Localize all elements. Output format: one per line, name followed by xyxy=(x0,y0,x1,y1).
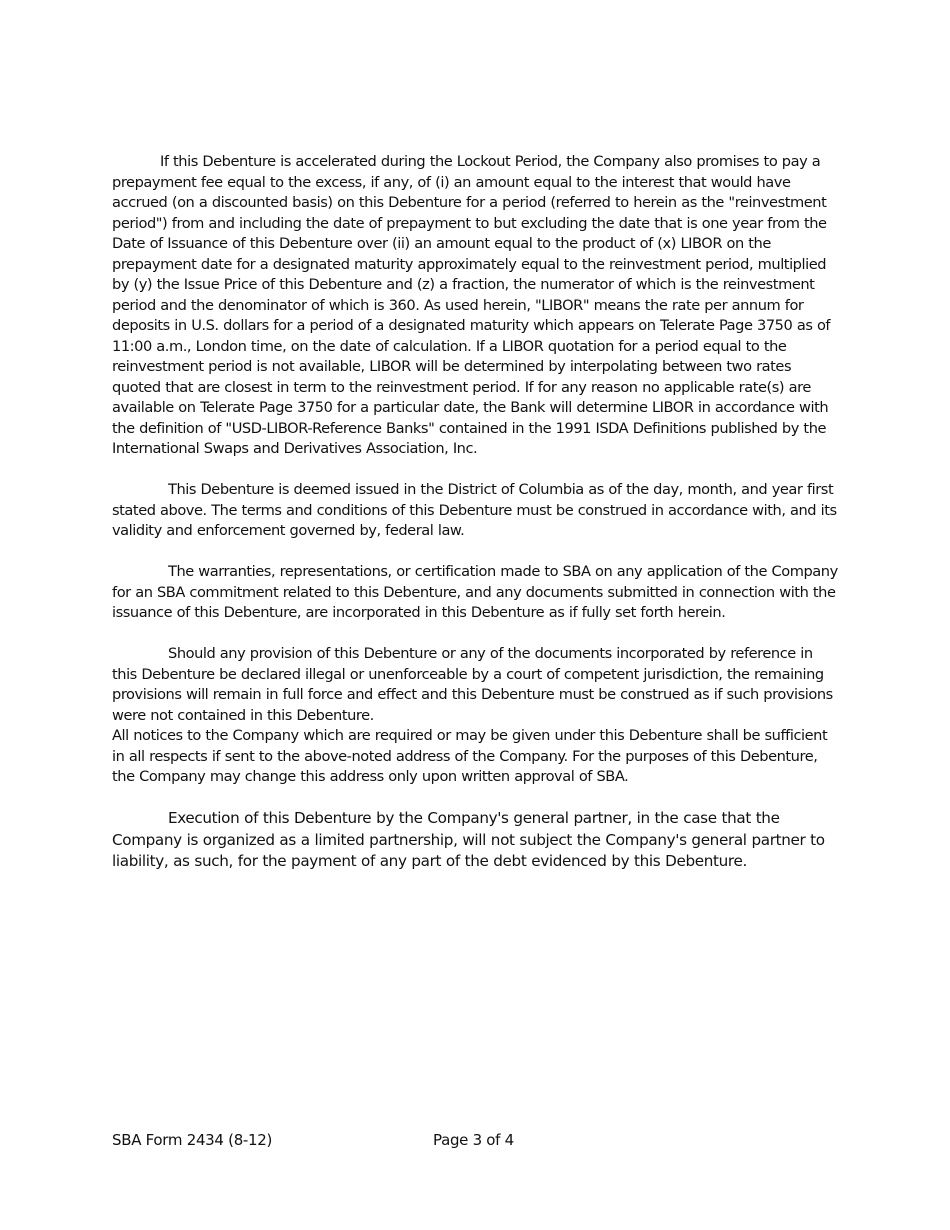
paragraph-notices: All notices to the Company which are required or may be given under this Debenture shall be sufficient in all respects if sent to the above-noted address of the Company. For the purposes of this Debenture, the Company may change this address only upon written approval of SBA. xyxy=(112,727,828,785)
page-number: Page 3 of 4 xyxy=(433,1131,514,1149)
paragraph-general-partner-liability: Execution of this Debenture by the Company's general partner, in the case that the Company is organized as a limited partnership, will not subject the Company's general partner to liability, as such, for the payment of any part of the debt evidenced by this Debenture. xyxy=(112,809,825,870)
paragraph-prepayment-fee: If this Debenture is accelerated during the Lockout Period, the Company also promises to pay a prepayment fee equal to the excess, if any, of (i) an amount equal to the interest that would have accrued (on a discounted basis) on this Debenture for a period (referred to herein as the "reinvestment period") from and including the date of prepayment to but excluding the date that is one year from the Date of Issuance of this Debenture over (ii) an amount equal to the product of (x) LIBOR on the prepayment date for a designated maturity approximately equal to the reinvestment period, multiplied by (y) the Issue Price of this Debenture and (z) a fraction, the numerator of which is the reinvestment period and the denominator of which is 360. As used herein, "LIBOR" means the rate per annum for deposits in U.S. dollars for a period of a designated maturity which appears on Telerate Page 3750 as of 11:00 a.m., London time, on the date of calculation. If a LIBOR quotation for a period equal to the reinvestment period is not available, LIBOR will be determined by interpolating between two rates quoted that are closest in term to the reinvestment period. If for any reason no applicable rate(s) are available on Telerate Page 3750 for a particular date, the Bank will determine LIBOR in accordance with the definition of "USD-LIBOR-Reference Banks" contained in the 1991 ISDA Definitions published by the International Swaps and Derivatives Association, Inc. xyxy=(112,153,831,457)
paragraph-governing-law: This Debenture is deemed issued in the District of Columbia as of the day, month, and year first stated above. The terms and conditions of this Debenture must be construed in accordance with, and its validity and enforcement governed by, federal law. xyxy=(112,481,837,539)
document-body xyxy=(112,152,838,893)
paragraph-warranties: The warranties, representations, or certification made to SBA on any application of the Company for an SBA commitment related to this Debenture, and any documents submitted in connection with the issuance of this Debenture, are incorporated in this Debenture as if fully set forth herein. xyxy=(112,563,838,621)
form-id: SBA Form 2434 (8-12) xyxy=(112,1131,273,1149)
paragraph-severability: Should any provision of this Debenture or any of the documents incorporated by reference in this Debenture be declared illegal or unenforceable by a court of competent jurisdiction, the remaining provisions will remain in full force and effect and this Debenture must be construed as if such provisions were not contained in this Debenture. xyxy=(112,645,833,724)
